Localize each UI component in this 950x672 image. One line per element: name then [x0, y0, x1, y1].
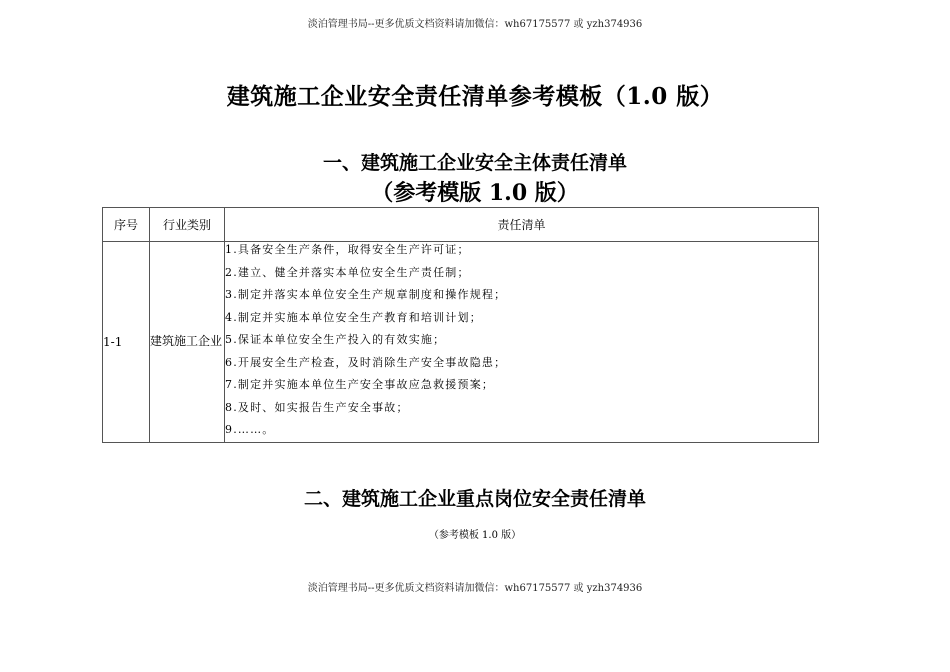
section2-title: 二、建筑施工企业重点岗位安全责任清单: [303, 488, 646, 510]
header-no: 序号: [103, 208, 150, 242]
list-item: 2.建立、健全并落实本单位安全生产责任制；: [225, 265, 470, 279]
header-list: 责任清单: [225, 208, 819, 242]
section1-title: 一、建筑施工企业安全主体责任清单: [322, 152, 627, 174]
section1-subtitle: （参考模版 1.0 版）: [371, 180, 579, 206]
document-title: 建筑施工企业安全责任清单参考模板（1.0 版）: [226, 83, 724, 110]
row-category: 建筑施工企业: [150, 242, 225, 443]
row-responsibility-list: [225, 242, 819, 443]
footer-note: 淡泊管理书局--更多优质文档资料请加微信：wh67175577 或 yzh374936: [307, 583, 643, 594]
list-item: 9.……。: [225, 423, 275, 436]
section2-subtitle: （参考模板 1.0 版）: [428, 530, 522, 541]
responsibility-table: [102, 207, 819, 443]
list-item: 1.具备安全生产条件，取得安全生产许可证；: [225, 243, 470, 256]
list-item: 7.制定并实施本单位生产安全事故应急救援预案；: [225, 378, 495, 391]
list-item: 8.及时、如实报告生产安全事故；: [225, 400, 409, 414]
list-item: 6.开展安全生产检查，及时消除生产安全事故隐患；: [225, 355, 507, 369]
header-note: 淡泊管理书局--更多优质文档资料请加微信：wh67175577 或 yzh374936: [307, 19, 643, 30]
table-header-row: [103, 208, 819, 242]
header-category: 行业类别: [150, 208, 225, 242]
list-item: 4.制定并实施本单位安全生产教育和培训计划；: [225, 310, 482, 324]
list-item: 5.保证本单位安全生产投入的有效实施；: [225, 333, 446, 346]
row-no: 1-1: [103, 242, 150, 443]
table-row: [103, 242, 819, 443]
list-item: 3.制定并落实本单位安全生产规章制度和操作规程；: [225, 288, 507, 301]
